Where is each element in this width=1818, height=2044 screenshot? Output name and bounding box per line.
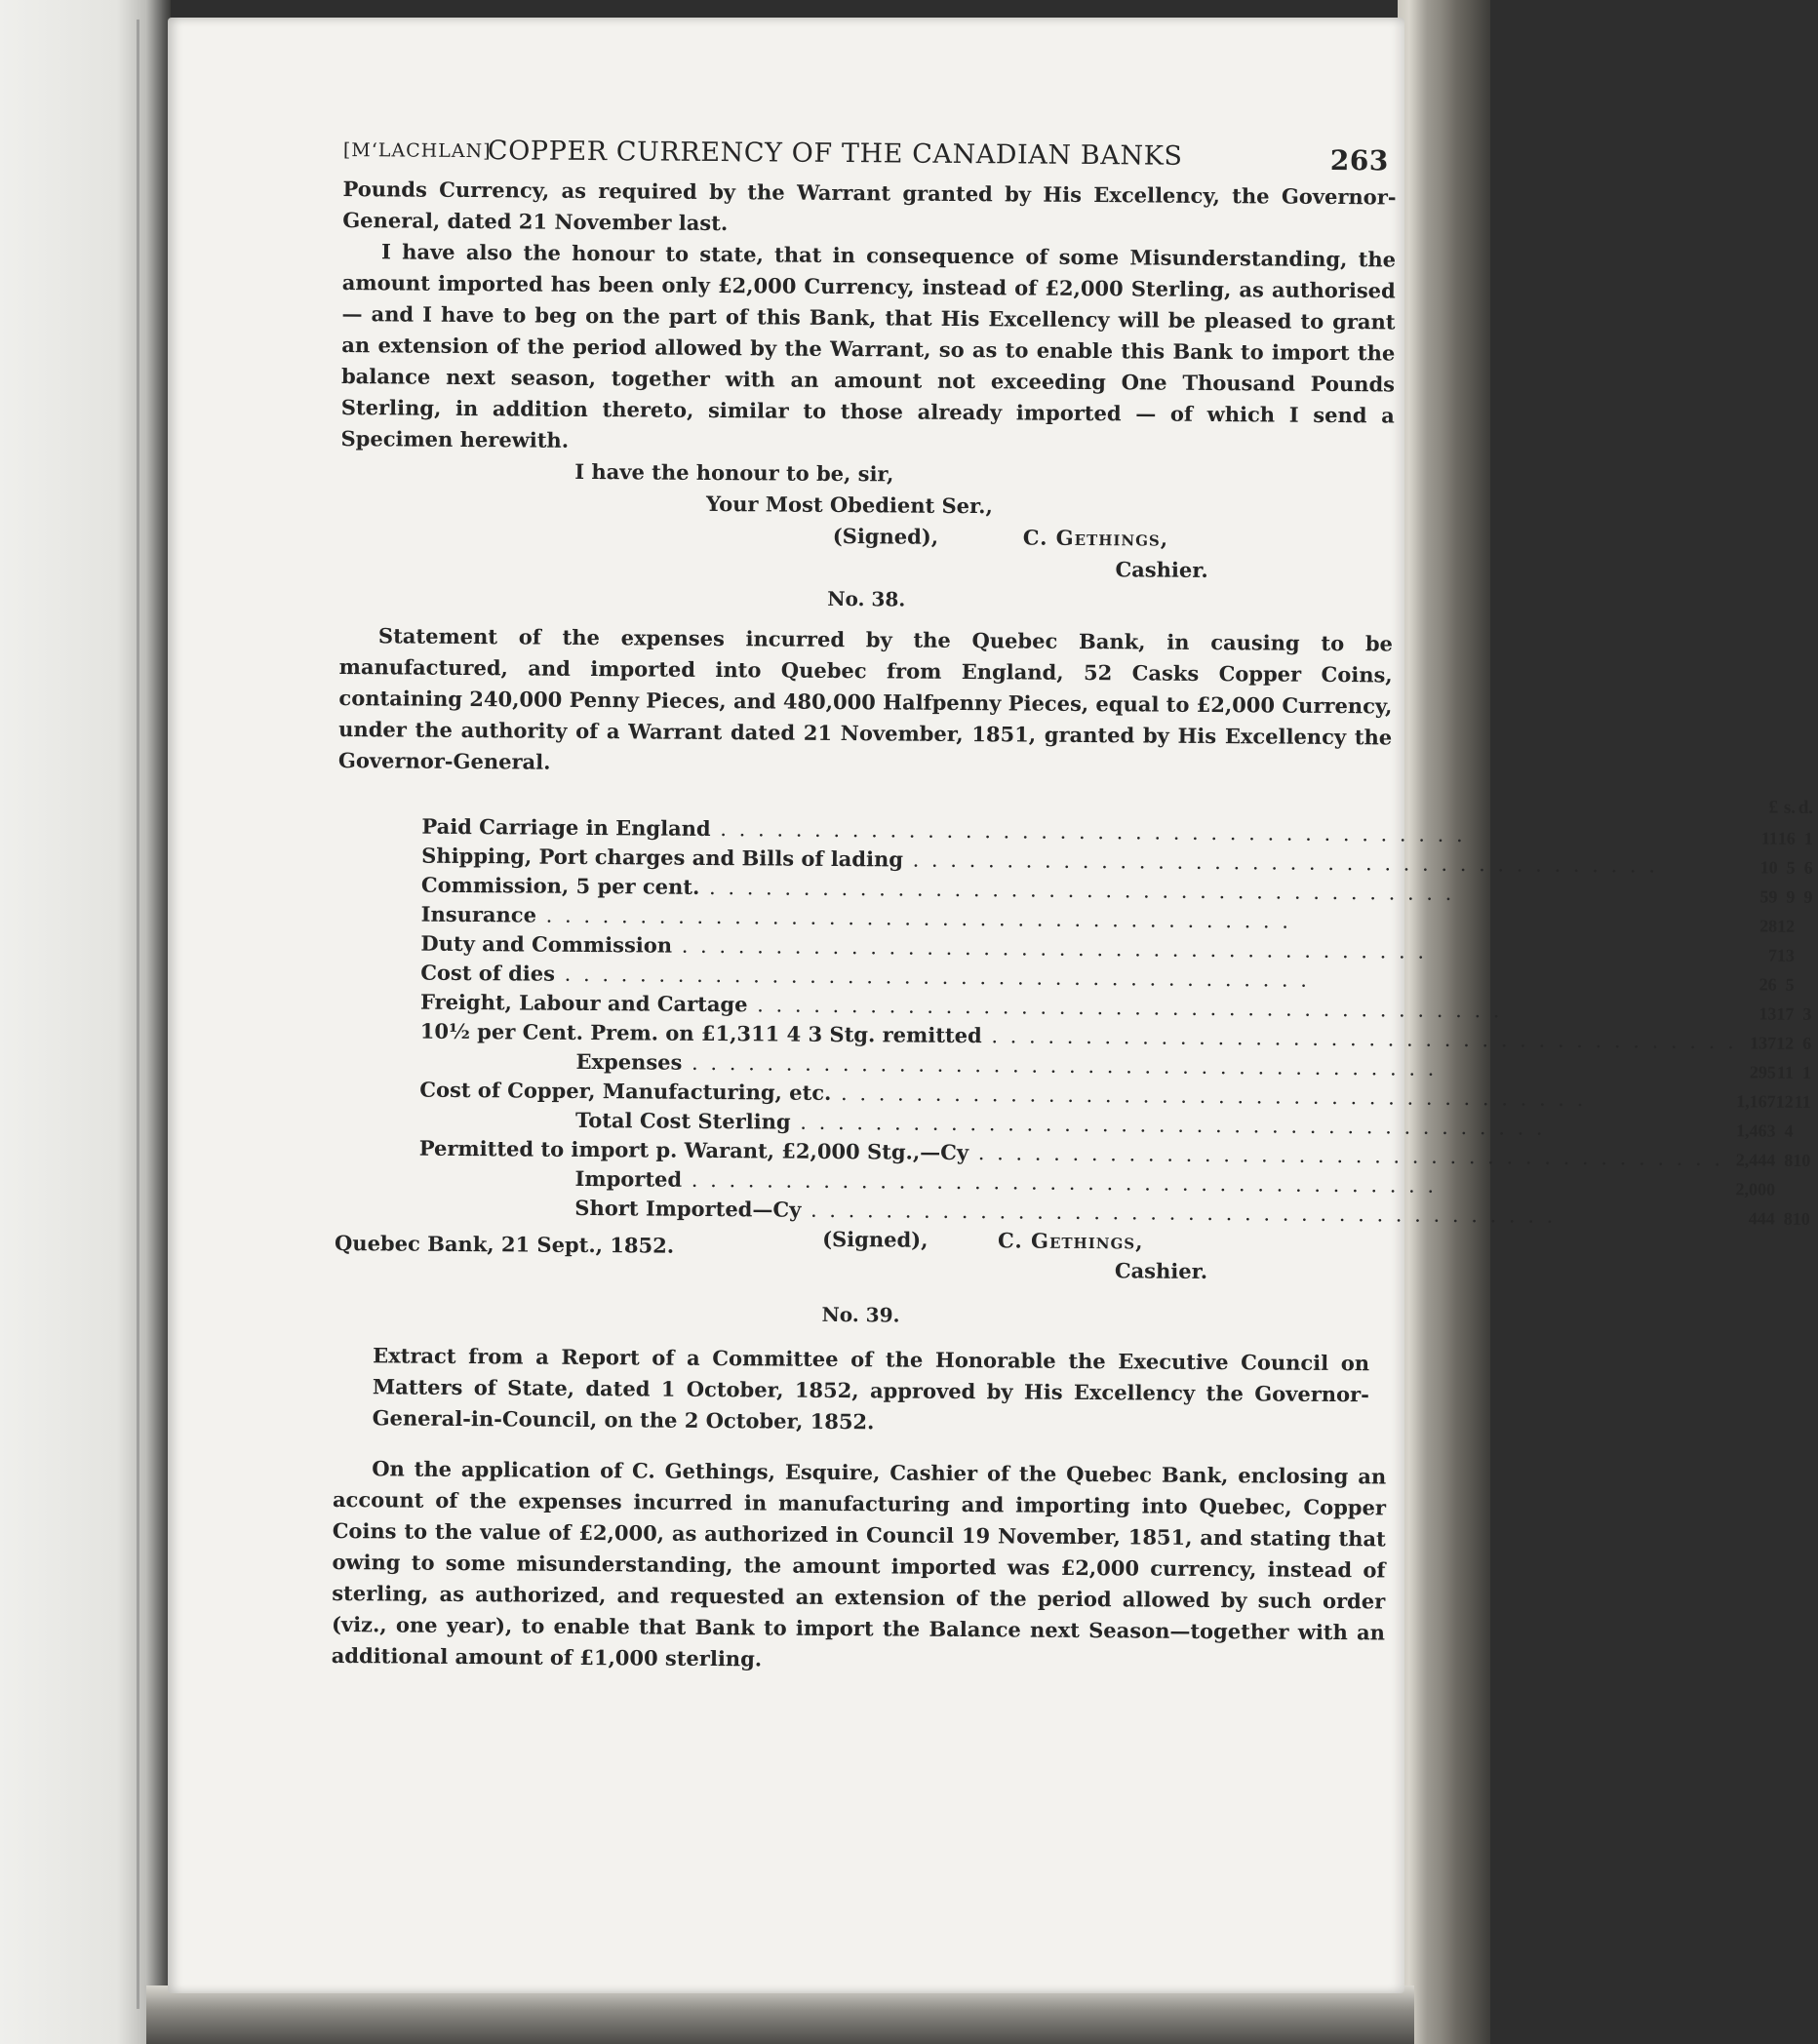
expense-description-text: Imported	[574, 1165, 683, 1192]
expense-pence: 10	[1793, 1150, 1811, 1170]
doc-38-signature-block	[335, 1223, 1388, 1295]
expense-shillings: 9	[1786, 886, 1796, 907]
expense-description-text: Permitted to import p. Warant, £2,000 Stg.,—Cy	[418, 1135, 969, 1165]
expense-shillings: 5	[1786, 857, 1796, 878]
expense-pounds: 295	[1749, 1062, 1777, 1082]
expense-shillings	[1775, 1176, 1793, 1205]
expenses-table	[418, 787, 1813, 1235]
expense-pounds: 137	[1750, 1033, 1777, 1053]
doc-38-statement: Statement of the expenses incurred by the Quebec Bank, in causing to be manufactured, and imported into Quebec from England, 52 Casks Copper Coins, containing 240,000 Penny Pieces, and 480,000 Halfpenny Pieces, equal to £2,000 Currency, under the authority of a Warrant dated 21 November, 1851, granted by His Excellency the Governor-General.	[337, 623, 1394, 774]
expense-pounds: 444	[1748, 1208, 1775, 1229]
running-head	[343, 135, 1397, 181]
expense-description-text: Commission, 5 per cent.	[420, 872, 700, 899]
expense-shillings: 12	[1777, 916, 1796, 936]
expense-pence: 10	[1792, 1208, 1810, 1229]
leader-dots: . . . . . . . . . . . . . . . . . . . . . . . . . . . . . . . . . . . . . . . .	[554, 962, 1311, 992]
expense-pounds: 26	[1759, 974, 1777, 995]
expense-pounds: 11	[1760, 828, 1778, 848]
doc-39-label: No. 39.	[821, 1302, 900, 1327]
expense-description-text: Expenses	[575, 1048, 683, 1075]
book-bottom-edge	[146, 1985, 1414, 2044]
signatory-name: C. Gethings,	[1022, 525, 1169, 551]
signed-label: (Signed),	[832, 523, 939, 549]
page-content	[331, 135, 1814, 1679]
expense-shillings: 12	[1776, 1033, 1795, 1053]
expense-pounds: 59	[1759, 886, 1778, 907]
leader-dots: . . . . . . . . . . . . . . . . . . . . . . . . . . . . . . . . . . . . . . . .	[747, 993, 1503, 1023]
expense-description-text: Insurance	[420, 901, 537, 927]
leader-dots: . . . . . . . . . . . . . . . . . . . . . . . . . . . . . . . . . . . . . . . .	[671, 933, 1428, 963]
leader-dots: . . . . . . . . . . . . . . . . . . . . . . . . . . . . . . . . . . . . . . . .	[682, 1050, 1438, 1081]
page-number: 263	[1329, 143, 1389, 177]
leader-dots: . . . . . . . . . . . . . . . . . . . . . . . . . . . . . . . . . . . . . . . .	[902, 847, 1659, 878]
expense-shillings: 4	[1784, 1120, 1794, 1141]
expense-description-text: 10½ per Cent. Prem. on £1,311 4 3 Stg. remitted	[419, 1018, 982, 1048]
leader-dots: . . . . . . . . . . . . . . . . . . . . . . . . . . . . . . . . . . . . . . . .	[682, 1167, 1438, 1198]
doc-38-signatory-title: Cashier.	[1114, 1258, 1208, 1283]
expense-pounds: 1,167	[1736, 1091, 1776, 1112]
expense-description-text: Shipping, Port charges and Bills of lading	[421, 843, 904, 872]
expense-pounds: 13	[1759, 1003, 1777, 1024]
letter-paragraph-2: I have also the honour to state, that in consequence of some Misunderstanding, the amount imported has been only £2,000 Currency, instead of £2,000 Sterling, as authorised — and I have to beg on the part of this Bank, that His Excellency will be pleased to grant an extension of the period allowed by the Warrant, so as to enable this Bank to import the balance next season, together with an amount not exceeding One Thousand Pounds Sterling, in addition thereto, similar to those already imported — of which I send a Specimen herewith.	[340, 239, 1397, 452]
leader-dots: . . . . . . . . . . . . . . . . . . . . . . . . . . . . . . . . . . . . . . . .	[790, 1110, 1546, 1140]
letter-paragraph-1: Pounds Currency, as required by the Warrant granted by His Excellency, the Governor-General, dated 21 November last.	[342, 176, 1397, 236]
expense-pence	[1793, 1176, 1810, 1205]
doc-38-label: No. 38.	[827, 586, 906, 611]
expense-pence: 6	[1802, 1033, 1812, 1053]
expense-pounds: 28	[1759, 916, 1778, 936]
expense-shillings: 11	[1776, 1062, 1795, 1082]
doc-38-signed-label: (Signed),	[822, 1226, 929, 1252]
expense-pence: 1	[1803, 828, 1813, 848]
expense-pounds: 2,444	[1735, 1150, 1776, 1170]
expense-pence	[1795, 942, 1812, 971]
expense-pence: 11	[1794, 1091, 1811, 1112]
leader-dots: . . . . . . . . . . . . . . . . . . . . . . . . . . . . . . . . . . . . . . . .	[968, 1141, 1724, 1171]
leader-dots: . . . . . . . . . . . . . . . . . . . . . . . . . . . . . . . . . . . . . . . .	[710, 816, 1466, 847]
expense-pounds: 2,000	[1735, 1179, 1776, 1199]
expense-pence: 1	[1801, 1062, 1812, 1082]
leader-dots: . . . . . . . . . . . . . . . . . . . . . . . . . . . . . . . . . . . . . . . .	[831, 1081, 1587, 1112]
expense-pence	[1793, 1118, 1810, 1147]
book-page	[168, 18, 1814, 1993]
signatory-title: Cashier.	[1115, 557, 1208, 582]
leader-dots: . . . . . . . . . . . . . . . . . . . . . . . . . . . . . . . . . . . . . . . .	[699, 875, 1455, 905]
running-head-title: COPPER CURRENCY OF THE CANADIAN BANKS	[487, 136, 1183, 172]
running-head-author: [M‘LACHLAN]	[342, 138, 492, 163]
closing-line-2: Your Most Obedient Ser.,	[705, 491, 993, 519]
leader-dots: . . . . . . . . . . . . . . . . . . . . . . . . . . . . . . . . . . . . . . . .	[801, 1198, 1557, 1228]
expense-description-text: Duty and Commission	[420, 930, 673, 958]
header-shillings: s.	[1783, 797, 1797, 818]
letter-closing	[339, 454, 1394, 587]
expense-pence: 6	[1803, 857, 1813, 878]
expense-pence	[1795, 913, 1812, 942]
expense-description-text: Freight, Labour and Cartage	[419, 989, 748, 1017]
doc-39-extract: Extract from a Report of a Committee of the Honorable the Executive Council on Matters of State, dated 1 October, 1852, approved by His Excellency the Governor-General-in-Council, on the 2 October, 1852.	[372, 1343, 1370, 1435]
expense-shillings: 12	[1775, 1091, 1794, 1112]
expense-shillings: 8	[1784, 1150, 1794, 1170]
leader-dots: . . . . . . . . . . . . . . . . . . . . . . . . . . . . . . . . . . . . . . . .	[535, 903, 1292, 933]
expense-description-text: Short Imported—Cy	[574, 1195, 802, 1222]
expense-description-text: Cost of dies	[420, 960, 556, 986]
expense-pounds: 7	[1767, 945, 1777, 965]
header-pence: d.	[1798, 797, 1814, 818]
header-pounds: £	[1768, 797, 1779, 818]
expense-description-text: Cost of Copper, Manufacturing, etc.	[419, 1077, 832, 1105]
expense-shillings: 17	[1776, 1003, 1795, 1024]
doc-39-paragraph: On the application of C. Gethings, Esquire, Cashier of the Quebec Bank, enclosing an account of the expenses incurred in manufacturing and importing into Quebec, Copper Coins to the value of £2,000, as authorized in Council 19 November, 1851, and stating that owing to some misunderstanding, the amount imported was £2,000 currency, instead of sterling, as authorized, and requested an extension of the period allowed by such order (viz., one year), to enable that Bank to import the Balance next Season—together with an additional amount of £1,000 sterling.	[331, 1456, 1387, 1671]
doc-38-place-date: Quebec Bank, 21 Sept., 1852.	[334, 1230, 675, 1258]
expense-shillings: 8	[1783, 1208, 1793, 1229]
expense-pence: 9	[1803, 886, 1813, 907]
expense-pence: 3	[1802, 1003, 1812, 1024]
expense-shillings: 13	[1776, 945, 1795, 965]
leader-dots: . . . . . . . . . . . . . . . . . . . . . . . . . . . . . . . . . . . . . . . .	[981, 1024, 1737, 1054]
expense-pounds: 1,463	[1735, 1120, 1776, 1141]
closing-line-1: I have the honour to be, sir,	[574, 458, 894, 487]
doc-38-signatory: C. Gethings,	[998, 1228, 1144, 1254]
expense-description-text: Total Cost Sterling	[574, 1107, 791, 1134]
book-left-edge	[0, 0, 171, 2044]
expense-shillings: 5	[1785, 974, 1795, 995]
expense-description-text: Paid Carriage in England	[421, 813, 711, 841]
expense-pence	[1795, 971, 1812, 1001]
expense-shillings: 16	[1777, 828, 1796, 848]
expense-pounds: 10	[1759, 857, 1778, 878]
